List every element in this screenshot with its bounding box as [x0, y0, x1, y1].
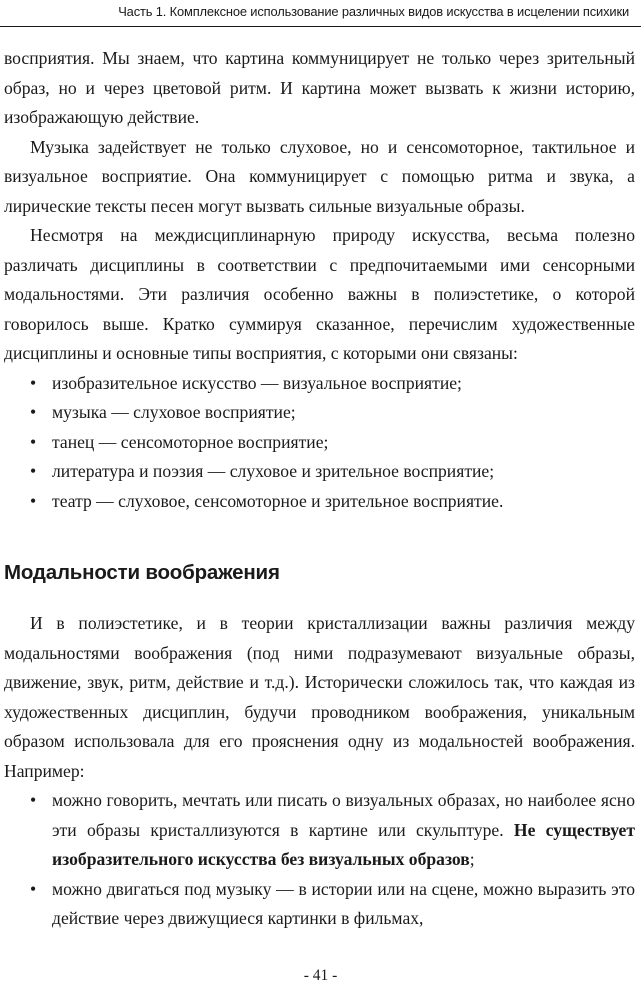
running-head [0, 0, 641, 27]
list-item [4, 875, 635, 934]
body-paragraph: восприятия. Мы знаем, что картина коммуницирует не только через зрительный образ, но и через цветовой ритм. И картина может вызвать к жизни историю, изображающую действие. [4, 48, 635, 127]
list-item [4, 369, 635, 399]
list-item-text: музыка — слуховое восприятие; [52, 402, 296, 422]
list-item-text: можно говорить, мечтать или писать о визуальных образах, но наиболее ясно эти образы кристаллизуются в картине или скульптуре. [52, 790, 635, 840]
body-paragraph: И в полиэстетике, и в теории кристаллизации важны различия между модальностями воображения (под ними подразумевают визуальные образы, движение, звук, ритм, действие и т.д.). Исторически сложилось так, что каждая из художественных дисциплин, будучи проводником воображения, уникальным образом использовала для его прояснения одну из модальностей воображения. Например: [4, 613, 635, 781]
list-item-text: изобразительное искусство — визуальное восприятие; [52, 372, 462, 393]
list-item-bold-text: Не существует изобразительного искусства без визуальных образов [52, 819, 635, 869]
list-item-text: можно двигаться под музыку — в истории или на сцене, можно выразить это действие через движущиеся картинки в фильмах, [52, 878, 635, 928]
list-item [4, 786, 635, 875]
list-item [4, 487, 635, 517]
list-item [4, 398, 635, 428]
bullet: • [30, 431, 37, 452]
list-item-tail: ; [469, 849, 475, 869]
bullet: • [30, 878, 37, 899]
page-body [4, 44, 635, 934]
list-item [4, 428, 635, 458]
bullet: • [30, 402, 37, 422]
list-item [4, 457, 635, 487]
list-item-text: литература и поэзия — слуховое и зрительное восприятие; [52, 461, 495, 481]
bullet: • [30, 461, 37, 481]
list-item-text: театр — слуховое, сенсомоторное и зрительное восприятие. [52, 490, 504, 511]
bullet: • [30, 490, 37, 511]
bullet: • [30, 790, 37, 810]
body-paragraph: Музыка задействует не только слуховое, но и сенсомоторное, тактильное и визуальное восприятие. Она коммуницирует с помощью ритма и звука, а лирические тексты песен могут вызвать сильные визуальные образы. [4, 136, 635, 216]
modalities-list [4, 369, 635, 517]
section-heading: Модальности воображения [4, 561, 280, 584]
page-number: - 41 - [303, 967, 338, 984]
examples-list [4, 786, 635, 934]
bullet: • [30, 372, 37, 393]
body-paragraph: Несмотря на междисциплинарную природу искусства, весьма полезно различать дисциплины в соответствии с предпочитаемыми ими сенсорными модальностями. Эти различия особенно важны в полиэстетике, о которой говорилось выше. Кратко суммируя сказанное, перечислим художественные дисциплины и основные типы восприятия, с которыми они связаны: [4, 225, 635, 363]
running-head-title: Часть 1. Комплексное использование различных видов искусства в исцелении психики [118, 4, 629, 19]
list-item-text: танец — сенсомоторное восприятие; [52, 431, 329, 452]
